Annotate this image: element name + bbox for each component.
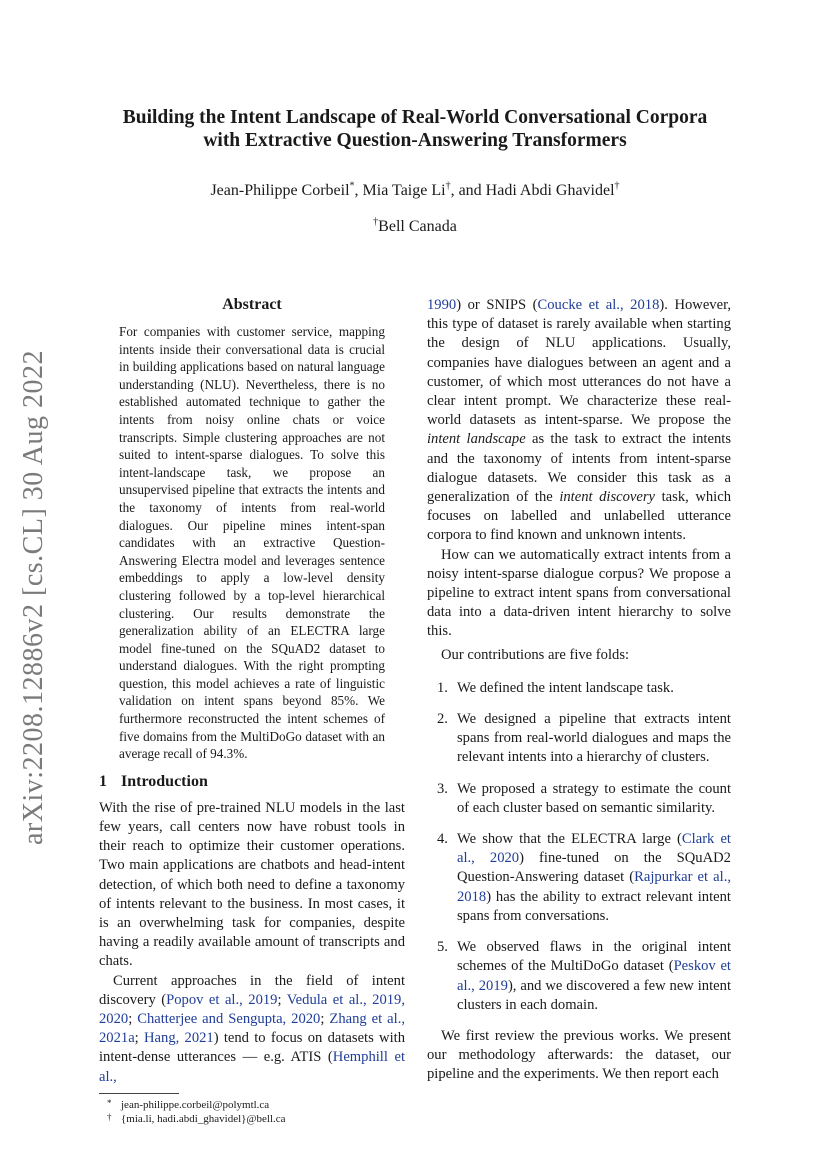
- citation-link[interactable]: Clark et al., 2020: [457, 831, 731, 867]
- text-span: ;: [128, 1011, 138, 1028]
- list-number: 1.: [437, 679, 448, 696]
- author-1-mark: *: [349, 180, 355, 192]
- affiliation-mark: †: [373, 216, 379, 228]
- text-span: ;: [277, 991, 287, 1008]
- list-item: [427, 938, 731, 1015]
- paper-title: [100, 106, 730, 152]
- footnote-2: [107, 1111, 405, 1126]
- section-heading-introduction: [99, 773, 405, 791]
- citation-link[interactable]: Vedula et al., 2019, 2020: [99, 991, 405, 1028]
- author-sep-1: ,: [354, 182, 363, 199]
- citation-link[interactable]: Zhang et al., 2021a: [99, 1011, 406, 1047]
- citation-link[interactable]: Popov et al., 2019: [166, 991, 278, 1008]
- list-text: ) has the ability to extract relevant intent spans from conversations.: [457, 888, 731, 924]
- text-span: task, which focuses on labelled and unlabelled utterance corpora to find known and unknown intents.: [427, 489, 731, 544]
- arxiv-stamp-container: [18, 350, 58, 855]
- emphasis: intent discovery: [559, 489, 656, 506]
- right-column: [427, 296, 731, 1085]
- footnote-2-mark: †: [107, 1111, 112, 1122]
- text-span: ) tend to focus on datasets with intent-dense utterances — e.g. ATIS (: [99, 1030, 405, 1066]
- citation-link[interactable]: Hemphill et al.,: [99, 1049, 405, 1085]
- text-span: ). However, this type of dataset is rarely available when starting the design of NLU applications. Usually, companies have dialogues between an agent and a customer, of which most utterances do not have a clear intent prompt. We characterize these real-world datasets as intent-sparse. We propose the: [427, 297, 732, 429]
- citation-link[interactable]: Chatterjee and Sengupta, 2020: [137, 1011, 321, 1028]
- list-item: [427, 830, 731, 926]
- list-item: [427, 780, 731, 818]
- footnote-1: [107, 1097, 405, 1112]
- author-3-mark: †: [614, 180, 620, 192]
- footnote-2-text: {mia.li, hadi.abdi_ghavidel}@bell.ca: [121, 1112, 286, 1125]
- list-text: ) fine-tuned on the SQuAD2 Question-Answering dataset (: [457, 850, 731, 886]
- citation-link[interactable]: Rajpurkar et al., 2018: [457, 869, 731, 905]
- footnote-divider: [99, 1093, 179, 1094]
- intro-paragraph-1: With the rise of pre-trained NLU models in the last few years, call centers now have robust tools in their reach to optimize their customer operations. Two main applications are chatbots and head-intent detection, of which both need to define a taxonomy of intents relevant to the business. In most cases, it is an overwhelming task for companies, despite having a readily available amount of transcripts and chats.: [99, 799, 405, 970]
- author-list: [100, 182, 730, 200]
- section-number: 1: [99, 772, 107, 790]
- citation-link[interactable]: Coucke et al., 2018: [537, 297, 660, 313]
- citation-link[interactable]: 1990: [427, 297, 457, 313]
- abstract-heading: Abstract: [222, 296, 282, 313]
- list-text: We proposed a strategy to estimate the count of each cluster based on semantic similarity.: [457, 780, 731, 816]
- footnote-1-mark: *: [107, 1097, 112, 1108]
- text-span: ;: [134, 1030, 144, 1047]
- left-column: [99, 296, 405, 1126]
- section-title: Introduction: [121, 772, 208, 790]
- list-number: 2.: [437, 711, 448, 728]
- list-item: [427, 710, 731, 768]
- title-line-2: with Extractive Question-Answering Transformers: [203, 130, 627, 151]
- list-number: 4.: [437, 831, 448, 848]
- list-text: We observed flaws in the original intent schemes of the MultiDoGo dataset (: [457, 939, 731, 975]
- right-paragraph-2: How can we automatically extract intents from a noisy intent-sparse dialogue corpus? We propose a pipeline to extract intent spans from conversational data into a data-driven intent hierarchy to solve this.: [427, 546, 731, 640]
- intro-paragraph-2: [99, 972, 405, 1087]
- citation-link[interactable]: Peskov et al., 2019: [457, 958, 731, 994]
- list-text: ), and we discovered a few new intent clusters in each domain.: [457, 977, 731, 1013]
- text-span: Current approaches in the field of intent discovery (: [99, 972, 405, 1008]
- abstract-text: For companies with customer service, mapping intents inside their conversational data is crucial in building applications based on natural language understanding (NLU). Nevertheless, there is no established automated technique to gather the intents from noisy online chats or voice transcripts. Simple clustering approaches are not suited to intent-sparse dialogues. To solve this intent-landscape task, we propose an unsupervised pipeline that extracts the intents and the taxonomy of intents from real-world dialogues. Our pipeline mines intent-span candidates with an extractive Question-Answering Electra model and leverages sentence embeddings to apply a low-level density clustering followed by a top-level hierarchical clustering. Our results demonstrate the generalization ability of an ELECTRA large model fine-tuned on the SQuAD2 dataset to understand dialogues. With the right prompting question, this model achieves a rate of linguistic validation on intent spans beyond 85%. We furthermore reconstructed the intent schemes of five domains from the MultiDoGo dataset with an average recall of 94.3%.: [119, 324, 385, 762]
- arxiv-stamp: arXiv:2208.12886v2 [cs.CL] 30 Aug 2022: [18, 350, 49, 845]
- list-number: 3.: [437, 780, 448, 797]
- list-text: We defined the intent landscape task.: [457, 679, 674, 696]
- emphasis: intent landscape: [427, 431, 526, 448]
- text-span: ;: [320, 1011, 330, 1028]
- list-text: We show that the ELECTRA large (: [457, 831, 682, 848]
- text-span: ) or SNIPS (: [456, 297, 538, 313]
- list-number: 5.: [437, 939, 448, 956]
- author-3: Hadi Abdi Ghavidel: [485, 182, 615, 199]
- right-paragraph-3: Our contributions are five folds:: [441, 646, 630, 663]
- footnote-1-text: jean-philippe.corbeil@polymtl.ca: [121, 1098, 270, 1111]
- contribution-list: [427, 679, 731, 1015]
- author-sep-2: , and: [450, 182, 486, 199]
- right-paragraph-1: [427, 296, 731, 546]
- right-paragraph-4: We first review the previous works. We present our methodology afterwards: the dataset, our pipeline and the experiments. We then report each: [427, 1027, 731, 1083]
- author-2: Mia Taige Li: [362, 182, 446, 199]
- title-line-1: Building the Intent Landscape of Real-World Conversational Corpora: [122, 107, 708, 128]
- citation-link[interactable]: Hang, 2021: [144, 1030, 214, 1047]
- list-text: We designed a pipeline that extracts intent spans from real-world dialogues and maps the relevant intents into a hierarchy of clusters.: [457, 711, 731, 766]
- text-span: as the task to extract the intents and the taxonomy of intents from intent-sparse dialogue datasets. We consider this task as a generalization of the: [427, 431, 731, 506]
- affiliation: [100, 218, 730, 236]
- list-item: [427, 679, 731, 698]
- author-2-mark: †: [445, 180, 451, 192]
- author-1: Jean-Philippe Corbeil: [210, 182, 350, 199]
- affiliation-name: Bell Canada: [378, 218, 457, 235]
